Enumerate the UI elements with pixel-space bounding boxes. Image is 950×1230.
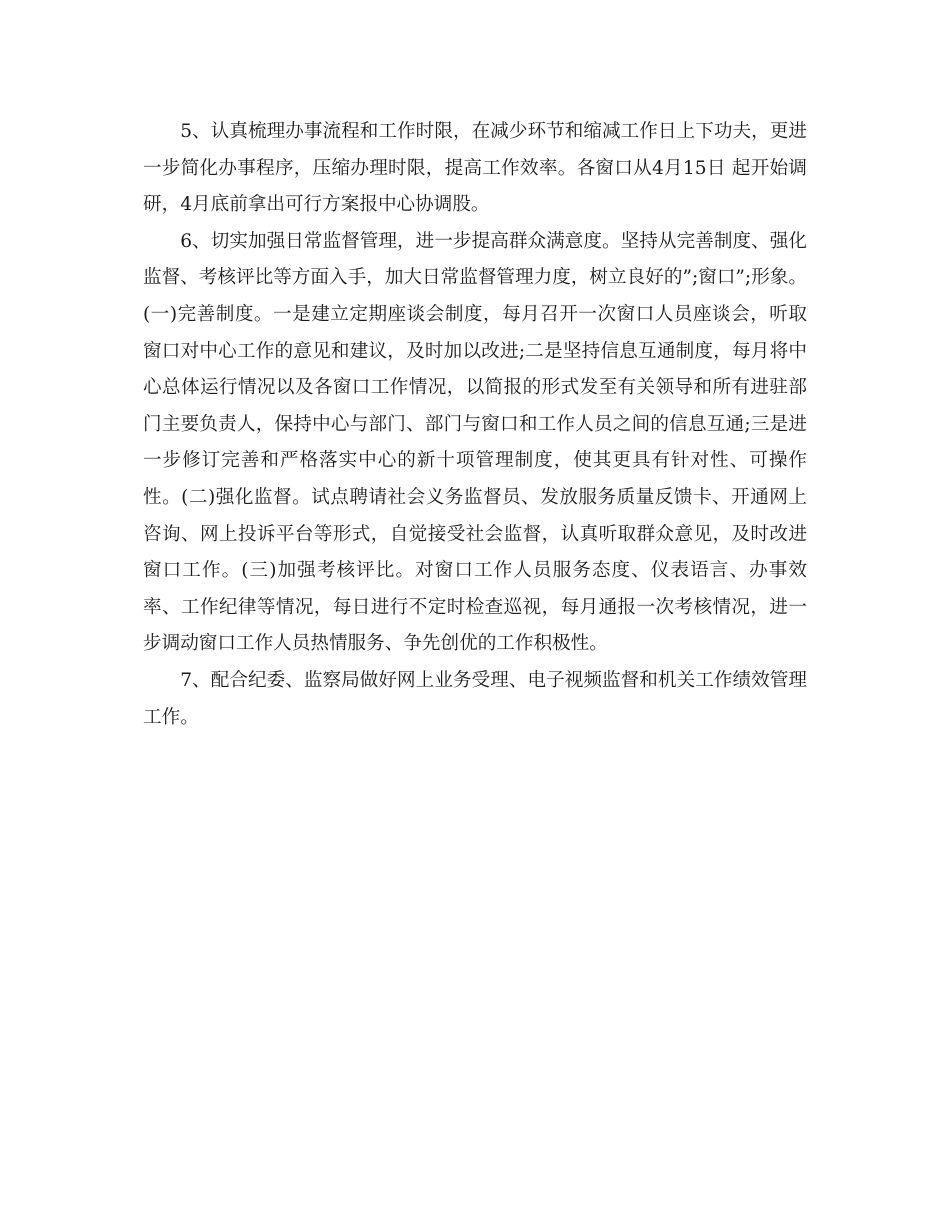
paragraph-item-6: 6、切实加强日常监督管理，进一步提高群众满意度。坚持从完善制度、强化监督、考核评比等方面入手，加大日常监督管理力度，树立良好的”;窗口”;形象。(一)完善制度。一是建立定期座谈会制度，每月召开一次窗口人员座谈会，听取窗口对中心工作的意见和建议，及时加以改进;二是坚持信息互通制度，每月将中心总体运行情况以及各窗口工作情况，以简报的形式发至有关领导和所有进驻部门主要负责人，保持中心与部门、部门与窗口和工作人员之间的信息互通;三是进一步修订完善和严格落实中心的新十项管理制度，使其更具有针对性、可操作性。(二)强化监督。试点聘请社会义务监督员、发放服务质量反馈卡、开通网上咨询、网上投诉平台等形式，自觉接受社会监督，认真听取群众意见，及时改进窗口工作。(三)加强考核评比。对窗口工作人员服务态度、仪表语言、办事效率、工作纪律等情况，每日进行不定时检查巡视，每月通报一次考核情况，进一步调动窗口工作人员热情服务、争先创优的工作积极性。 (143, 230, 807, 655)
paragraph-item-7: 7、配合纪委、监察局做好网上业务受理、电子视频监督和机关工作绩效管理工作。 (143, 669, 807, 728)
paragraph-item-5: 5、认真梳理办事流程和工作时限，在减少环节和缩减工作日上下功夫，更进一步简化办事程序，压缩办理时限，提高工作效率。各窗口从4月15日 起开始调研，4月底前拿出可行方案报中心协调股。 (143, 121, 807, 216)
document-body (143, 114, 807, 736)
